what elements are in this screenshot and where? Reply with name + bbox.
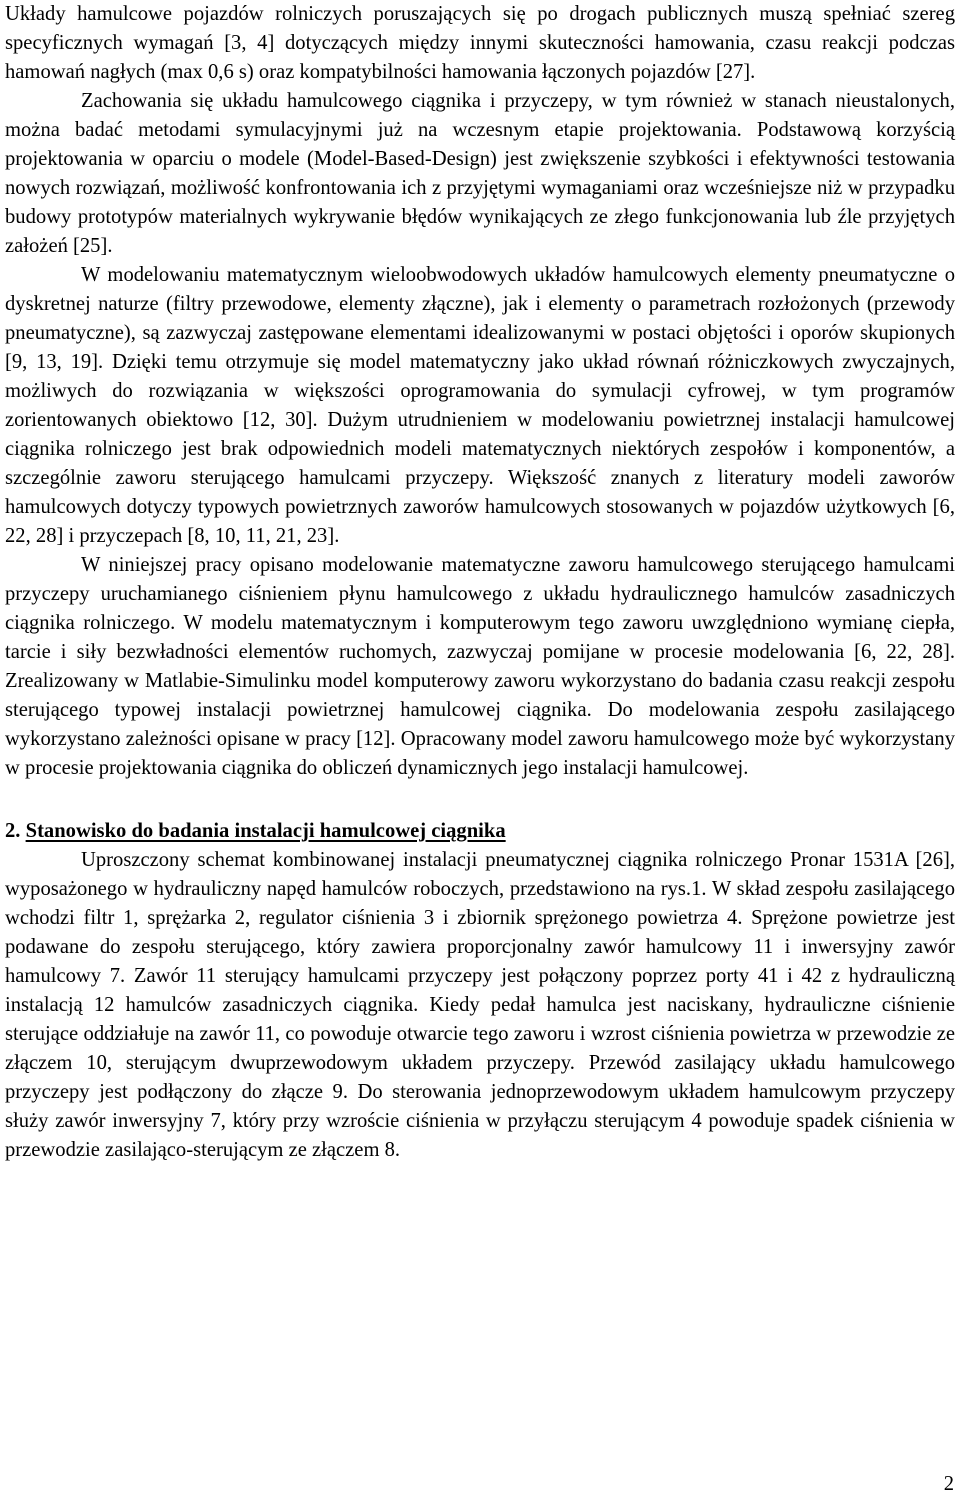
paragraph-simulation: Zachowania się układu hamulcowego ciągnika i przyczepy, w tym również w stanach nieustalonych, można badać metodami symulacyjnymi już na wczesnym etapie projektowania. Podstawową korzyścią projektowania w oparciu o modele (Model-Based-Design) jest zwiększenie szybkości i efektywności testowania nowych rozwiązań, możliwość konfrontowania ich z przyjętymi wymaganiami oraz wcześniejsze niż w przypadku budowy prototypów materialnych wykrywanie błędów wynikających ze złego funkcjonowania lub źle przyjętych założeń [25]. [5,90,955,257]
paragraph-modelling: W modelowaniu matematycznym wieloobwodowych układów hamulcowych elementy pneumatyczne o dyskretnej naturze (filtry przewodowe, elementy złączne), jak i elementy o parametrach rozłożonych (przewody pneumatyczne), są zazwyczaj zastępowane elementami idealizowanymi w postaci objętości i oporów skupionych [9, 13, 19]. Dzięki temu otrzymuje się model matematyczny jako układ równań różniczkowych zwyczajnych, możliwych do rozwiązania w większości oprogramowania do symulacji cyfrowej, w tym programów zorientowanych obiektowo [12, 30]. Dużym utrudnieniem w modelowaniu powietrznej instalacji hamulcowej ciągnika rolniczego jest brak odpowiednich modeli matematycznych niektórych zespołów i komponentów, a szczególnie zaworu sterującego hamulcami przyczepy. Większość znanych z literatury modeli zaworów hamulcowych dotyczy typowych powietrznych zaworów hamulcowych stosowanych w pojazdów użytkowych [6, 22, 28] i przyczepach [8, 10, 11, 21, 23]. [5,264,955,547]
section-spacer [5,783,955,817]
page-number: 2 [943,1473,954,1495]
section-title: Stanowisko do badania instalacji hamulcowej ciągnika [25,820,506,842]
paragraph-this-work: W niniejszej pracy opisano modelowanie matematyczne zaworu hamulcowego sterującego hamulcami przyczepy uruchamianego ciśnieniem płynu hamulcowego z układu hydraulicznego hamulców zasadniczych ciągnika rolniczego. W modelu matematycznym i komputerowym tego zaworu uwzględniono wymianę ciepła, tarcie i siły bezwładności elementów ruchomych, zazwyczaj pomijane w procesie modelowania [6, 22, 28]. Zrealizowany w Matlabie-Simulinku model komputerowy zaworu wykorzystano do badania czasu reakcji zespołu sterującego typowej instalacji powietrznej hamulcowej ciągnika. Do modelowania zespołu zasilającego wykorzystano zależności opisane w pracy [12]. Opracowany model zaworu hamulcowego może być wykorzystany w procesie projektowania ciągnika do obliczeń dynamicznych jego instalacji hamulcowej. [5,554,955,779]
section-heading [5,817,955,846]
paragraph-requirements: Układy hamulcowe pojazdów rolniczych poruszających się po drogach publicznych muszą spełniać szereg specyficznych wymagań [3, 4] dotyczących między innymi skuteczności hamowania, czasu reakcji podczas hamowań nagłych (max 0,6 s) oraz kompatybilności hamowania łączonych pojazdów [27]. [5,3,955,83]
document-page [5,0,955,1165]
paragraph-test-stand: Uproszczony schemat kombinowanej instalacji pneumatycznej ciągnika rolniczego Pronar 1531A [26], wyposażonego w hydrauliczny napęd hamulców roboczych, przedstawiono na rys.1. W skład zespołu zasilającego wchodzi filtr 1, sprężarka 2, regulator ciśnienia 3 i zbiornik sprężonego powietrza 4. Sprężone powietrze jest podawane do zespołu sterującego, który zawiera proporcjonalny zawór hamulcowy 11 i inwersyjny zawór hamulcowy 7. Zawór 11 sterujący hamulcami przyczepy jest połączony poprzez porty 41 i 42 z hydrauliczną instalacją 12 hamulców zasadniczych ciągnika. Kiedy pedał hamulca jest naciskany, hydrauliczne ciśnienie sterujące oddziałuje na zawór 11, co powoduje otwarcie tego zaworu i wzrost ciśnienia powietrza w przewodzie ze złączem 10, sterującym dwuprzewodowym układem przyczepy. Przewód zasilający układu hamulcowego przyczepy jest podłączony do złącze 9. Do sterowania jednoprzewodowym układem hamulcowym przyczepy służy zawór inwersyjny 7, który przy wzroście ciśnienia w przyłączu sterującym 4 powoduje spadek ciśnienia w przewodzie zasilająco-sterującym ze złączem 8. [5,849,955,1161]
section-number: 2. [5,820,21,842]
